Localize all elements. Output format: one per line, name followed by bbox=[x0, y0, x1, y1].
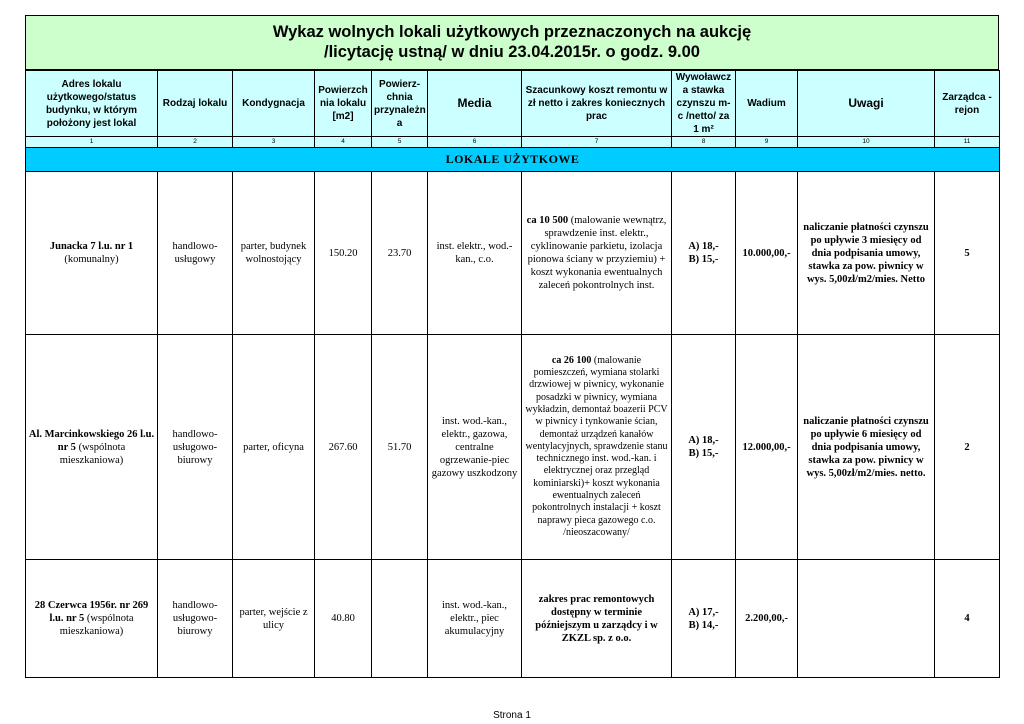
address-status: (komunalny) bbox=[64, 254, 119, 265]
premises-table bbox=[25, 70, 1000, 678]
title-line-1: Wykaz wolnych lokali użytkowych przeznaczonych na aukcję bbox=[272, 23, 752, 41]
cost-estimate: ca 26 100 bbox=[551, 354, 592, 366]
deposit-cell: 12.000,00,- bbox=[736, 335, 798, 560]
area-cell: 150.20 bbox=[315, 172, 372, 335]
floor-cell: parter, budynek wolnostojący bbox=[233, 172, 315, 335]
rate-b: B) 14,- bbox=[688, 619, 719, 631]
deposit-cell: 10.000,00,- bbox=[736, 172, 798, 335]
section-row bbox=[26, 148, 1000, 172]
col-header-deposit: Wadium bbox=[736, 71, 798, 137]
rate-cell bbox=[672, 172, 736, 335]
col-header-address: Adres lokalu użytkowego/status budynku, w którym położony jest lokal bbox=[26, 71, 158, 137]
col-number: 6 bbox=[428, 137, 522, 148]
title-line-2: /licytację ustną/ w dniu 23.04.2015r. o godz. 9.00 bbox=[324, 43, 700, 61]
extra-area-cell: 23.70 bbox=[372, 172, 428, 335]
address-main: 28 Czerwca 1956r. nr 269 l.u. nr 5 bbox=[34, 600, 149, 624]
address-main: Junacka 7 l.u. nr 1 bbox=[49, 241, 134, 252]
document-page bbox=[25, 15, 999, 678]
col-number: 5 bbox=[372, 137, 428, 148]
cost-cell bbox=[522, 335, 672, 560]
cost-scope: (malowanie wewnątrz, sprawdzenie inst. elektr., cyklinowanie parkietu, izolacja pionowa ściany w przyziemiu) + koszt wykonania ewentualnych zaleceń pokontrolnych inst. bbox=[527, 215, 667, 291]
col-header-notes: Uwagi bbox=[798, 71, 935, 137]
address-status: (wspólnota mieszkaniowa) bbox=[59, 441, 126, 466]
col-header-area: Powierzch nia lokalu [m2] bbox=[315, 71, 372, 137]
manager-cell: 2 bbox=[935, 335, 1000, 560]
col-number: 1 bbox=[26, 137, 158, 148]
cost-cell bbox=[522, 172, 672, 335]
extra-area-cell: 51.70 bbox=[372, 335, 428, 560]
col-header-floor: Kondygnacja bbox=[233, 71, 315, 137]
col-number: 10 bbox=[798, 137, 935, 148]
notes-cell: naliczanie płatności czynszu po upływie 3 miesięcy od dnia podpisania umowy, stawka za pow. piwnicy w wys. 5,00zł/m2/mies. Netto bbox=[798, 172, 935, 335]
address-cell bbox=[26, 172, 158, 335]
media-cell: inst. wod.-kan., elektr., piec akumulacyjny bbox=[428, 560, 522, 678]
manager-cell: 4 bbox=[935, 560, 1000, 678]
rate-a: A) 17,- bbox=[688, 606, 719, 618]
cost-scope: (malowanie pomieszczeń, wymiana stolarki drzwiowej w piwnicy, wykonanie posadzki w piwnicy, wymiana wykładzin, demontaż boazerii PCV w piwnicy i tynkowanie ścian, demontaż urządzeń kanałów wentylacyjnych, sprawdzenie stanu technicznego inst. wod.-kan. i elektrycznej oraz przegląd kominiarski)+ koszt wykonania ewentualnych zaleceń pokontrolnych instalacji + koszt naprawy pieca gazowego c.o. /nieoszacowany/ bbox=[525, 354, 668, 538]
floor-cell: parter, oficyna bbox=[233, 335, 315, 560]
col-number: 11 bbox=[935, 137, 1000, 148]
section-title: LOKALE UŻYTKOWE bbox=[26, 148, 1000, 172]
rate-cell bbox=[672, 335, 736, 560]
page-footer: Strona 1 bbox=[493, 710, 531, 721]
notes-cell: naliczanie płatności czynszu po upływie 6 miesięcy od dnia podpisania umowy, stawka za pow. piwnicy w wys. 5,00zł/m2/mies. netto. bbox=[798, 335, 935, 560]
rate-cell bbox=[672, 560, 736, 678]
notes-cell bbox=[798, 560, 935, 678]
address-main: Al. Marcinkowskiego 26 l.u. nr 5 bbox=[28, 428, 155, 453]
address-status: (wspólnota mieszkaniowa) bbox=[59, 613, 134, 637]
col-header-manager: Zarządca - rejon bbox=[935, 71, 1000, 137]
col-number: 9 bbox=[736, 137, 798, 148]
col-header-cost: Szacunkowy koszt remontu w zł netto i zakres koniecznych prac bbox=[522, 71, 672, 137]
table-row bbox=[26, 335, 1000, 560]
extra-area-cell bbox=[372, 560, 428, 678]
address-cell bbox=[26, 335, 158, 560]
address-cell bbox=[26, 560, 158, 678]
floor-cell: parter, wejście z ulicy bbox=[233, 560, 315, 678]
deposit-cell: 2.200,00,- bbox=[736, 560, 798, 678]
table-row bbox=[26, 172, 1000, 335]
area-cell: 40.80 bbox=[315, 560, 372, 678]
type-cell: handlowo- usługowy bbox=[158, 172, 233, 335]
cost-estimate: zakres prac remontowych dostępny w terminie późniejszym u zarządcy i w ZKZL sp. z o.o. bbox=[535, 593, 658, 644]
type-cell: handlowo- usługowo- biurowy bbox=[158, 560, 233, 678]
header-row bbox=[26, 71, 1000, 137]
cost-estimate: ca 10 500 bbox=[526, 215, 569, 226]
col-header-rate: Wywoławcz a stawka czynszu m-c /netto/ za 1 m² bbox=[672, 71, 736, 137]
area-cell: 267.60 bbox=[315, 335, 372, 560]
rate-b: B) 15,- bbox=[688, 448, 719, 459]
media-cell: inst. wod.-kan., elektr., gazowa, centralne ogrzewanie-piec gazowy uszkodzony bbox=[428, 335, 522, 560]
col-header-media: Media bbox=[428, 71, 522, 137]
media-cell: inst. elektr., wod.-kan., c.o. bbox=[428, 172, 522, 335]
rate-a: A) 18,- bbox=[688, 241, 719, 252]
column-number-row bbox=[26, 137, 1000, 148]
rate-a: A) 18,- bbox=[688, 435, 719, 446]
cost-cell bbox=[522, 560, 672, 678]
col-number: 8 bbox=[672, 137, 736, 148]
col-number: 3 bbox=[233, 137, 315, 148]
col-number: 4 bbox=[315, 137, 372, 148]
col-header-type: Rodzaj lokalu bbox=[158, 71, 233, 137]
manager-cell: 5 bbox=[935, 172, 1000, 335]
col-number: 7 bbox=[522, 137, 672, 148]
document-title bbox=[25, 15, 999, 70]
table-row bbox=[26, 560, 1000, 678]
rate-b: B) 15,- bbox=[688, 254, 719, 265]
type-cell: handlowo- usługowo- biurowy bbox=[158, 335, 233, 560]
col-header-extra-area: Powierz- chnia przynależn a bbox=[372, 71, 428, 137]
col-number: 2 bbox=[158, 137, 233, 148]
